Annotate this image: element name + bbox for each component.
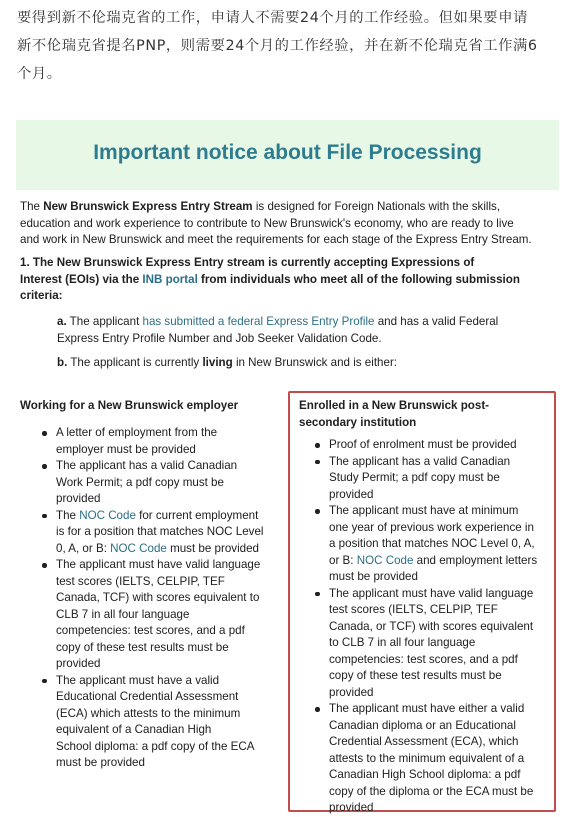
requirement-item <box>315 586 551 702</box>
express-entry-profile-link[interactable]: has submitted a federal Express Entry Profile <box>142 315 375 328</box>
requirement-item <box>42 673 282 772</box>
text-run: The applicant is currently <box>67 356 203 369</box>
requirement-line: must be provided <box>329 570 418 583</box>
intro-line: 新不伦瑞克省提名PNP，则需要24个月的工作经验，并在新不伦瑞克省工作满6 <box>17 38 538 54</box>
requirement-line: The applicant must have valid language <box>329 586 534 600</box>
noc-code-link[interactable]: NOC Code <box>356 553 414 567</box>
student-column <box>288 391 556 812</box>
noc-code-link[interactable]: NOC Code <box>79 508 136 522</box>
intro-text-line <box>20 199 556 216</box>
requirement-line: Canada, or TCF) with scores equivalent <box>329 619 534 633</box>
bullet-icon <box>315 592 320 597</box>
bullet-icon <box>42 431 47 436</box>
requirement-line: a position that matches NOC Level 0, A, <box>329 537 535 550</box>
student-column-heading <box>299 398 489 431</box>
text-run: Interest (EOIs) via the <box>20 272 143 286</box>
noc-code-link[interactable]: NOC Code <box>110 541 167 555</box>
requirement-item <box>42 458 282 508</box>
requirement-line: employer must be provided <box>56 442 196 456</box>
requirement-line: Work Permit; a pdf copy must be <box>56 475 224 489</box>
requirement-line: School diploma: a pdf copy of the ECA <box>56 739 255 753</box>
text-run: is designed for Foreign Nationals with the skills, <box>252 200 501 213</box>
heading-line: Enrolled in a New Brunswick post- <box>299 399 490 412</box>
criteria-line <box>20 272 556 289</box>
requirement-line: Canadian High School diploma: a pdf <box>329 768 521 781</box>
bullet-icon <box>315 460 320 465</box>
bullet-icon <box>315 443 320 448</box>
requirement-line: equivalent of a Canadian High <box>56 723 212 736</box>
requirement-line: CLB 7 in all four language <box>56 607 190 621</box>
requirement-line: The applicant must have at minimum <box>329 504 519 517</box>
employer-column-heading: Working for a New Brunswick employer <box>20 399 239 412</box>
file-processing-notice <box>16 120 559 816</box>
requirement-line: A letter of employment from the <box>56 426 218 439</box>
bullet-icon <box>42 563 47 568</box>
requirement-item <box>42 425 282 458</box>
requirement-line: must be provided <box>56 756 145 769</box>
student-requirements-list <box>315 437 551 817</box>
requirement-item <box>315 701 551 817</box>
requirement-line: competencies: test scores, and a pdf <box>329 652 518 666</box>
text-run: and has a valid Federal <box>374 315 499 328</box>
bullet-icon <box>315 707 320 712</box>
text-run: The <box>20 200 44 213</box>
criteria-line: 1. The New Brunswick Express Entry stream is currently accepting Expressions of <box>20 256 475 269</box>
bullet-icon <box>42 514 47 519</box>
criterion-a-line <box>57 314 552 331</box>
requirement-line: The applicant must have valid language <box>56 558 261 571</box>
requirement-line: one year of previous work experience in <box>329 520 534 534</box>
intro-line: 个月。 <box>17 66 62 82</box>
criterion-label: a. <box>57 315 67 328</box>
notice-banner <box>16 120 559 190</box>
requirement-item <box>315 437 551 454</box>
intro-paragraph <box>17 4 562 88</box>
requirement-line: copy of these test results must be <box>329 669 502 682</box>
criterion-label: b. <box>57 356 68 369</box>
requirement-line: test scores (IELTS, CELPIP, TEF <box>56 574 225 588</box>
bullet-icon <box>315 509 320 514</box>
intro-line: 要得到新不伦瑞克省的工作，申请人不需要24个月的工作经验。但如果要申请 <box>17 10 528 26</box>
requirement-item <box>315 503 551 586</box>
text-run: The applicant <box>66 315 143 328</box>
requirement-line: provided <box>329 487 374 501</box>
requirement-line: The NOC Code for current employment <box>56 508 259 522</box>
notice-title: Important notice about File Processing <box>93 141 482 164</box>
criterion-a-line: Express Entry Profile Number and Job Seeker Validation Code. <box>57 331 382 345</box>
criterion-a <box>57 314 552 347</box>
text-run: from individuals who meet all of the following submission <box>197 272 520 286</box>
requirement-line: Canada, TCF) with scores equivalent to <box>56 591 260 604</box>
requirement-line: Educational Credential Assessment <box>56 690 239 703</box>
requirement-line: Study Permit; a pdf copy must be <box>329 471 500 484</box>
requirement-line: The applicant must have a valid <box>56 673 220 687</box>
requirement-line: attests to the minimum equivalent of a <box>329 751 525 765</box>
requirement-line: provided <box>329 801 374 814</box>
criteria-line: criteria: <box>20 289 63 302</box>
bullet-icon <box>42 679 47 684</box>
requirement-item <box>315 454 551 504</box>
requirement-line: test scores (IELTS, CELPIP, TEF <box>329 603 498 616</box>
requirement-line: The applicant must have either a valid <box>329 702 525 715</box>
requirement-line: The applicant has a valid Canadian <box>56 459 238 472</box>
criteria-paragraph <box>20 255 556 305</box>
requirement-item <box>42 508 282 558</box>
criterion-b <box>57 355 552 372</box>
intro-text-line: and work in New Brunswick and meet the requirements for each stage of the Express Entry Stream. <box>20 233 532 246</box>
employer-column <box>20 398 282 769</box>
requirement-line: provided <box>329 685 374 699</box>
employer-requirements-list <box>42 425 282 772</box>
heading-line: secondary institution <box>299 415 417 429</box>
requirement-line: The applicant has a valid Canadian <box>329 454 511 468</box>
stream-name: New Brunswick Express Entry Stream <box>43 200 253 213</box>
criterion-b-line <box>57 355 552 372</box>
intro-text-line: education and work experience to contribute to New Brunswick's economy, who are ready to live <box>20 216 514 230</box>
requirement-line: 0, A, or B: NOC Code must be provided <box>56 541 259 555</box>
inb-portal-link[interactable]: INB portal <box>142 272 198 286</box>
requirement-line: Canadian diploma or an Educational <box>329 718 516 732</box>
requirement-line: (ECA) which attests to the minimum <box>56 706 241 720</box>
requirement-line: copy of these test results must be <box>56 640 229 654</box>
requirement-line: Credential Assessment (ECA), which <box>329 735 519 748</box>
requirement-line: Proof of enrolment must be provided <box>329 438 517 451</box>
stream-intro-paragraph <box>20 199 556 249</box>
requirement-line: provided <box>56 657 101 670</box>
emphasis: living <box>202 356 233 369</box>
bullet-icon <box>42 464 47 469</box>
requirement-line: provided <box>56 492 101 505</box>
requirement-line: copy of the diploma or the ECA must be <box>329 784 534 798</box>
requirement-line: or B: NOC Code and employment letters <box>329 553 538 567</box>
requirement-item <box>42 557 282 673</box>
requirement-line: is for a position that matches NOC Level <box>56 525 264 538</box>
requirement-line: competencies: test scores, and a pdf <box>56 624 245 637</box>
requirement-line: to CLB 7 in all four language <box>329 636 476 649</box>
text-run: in New Brunswick and is either: <box>232 356 398 369</box>
